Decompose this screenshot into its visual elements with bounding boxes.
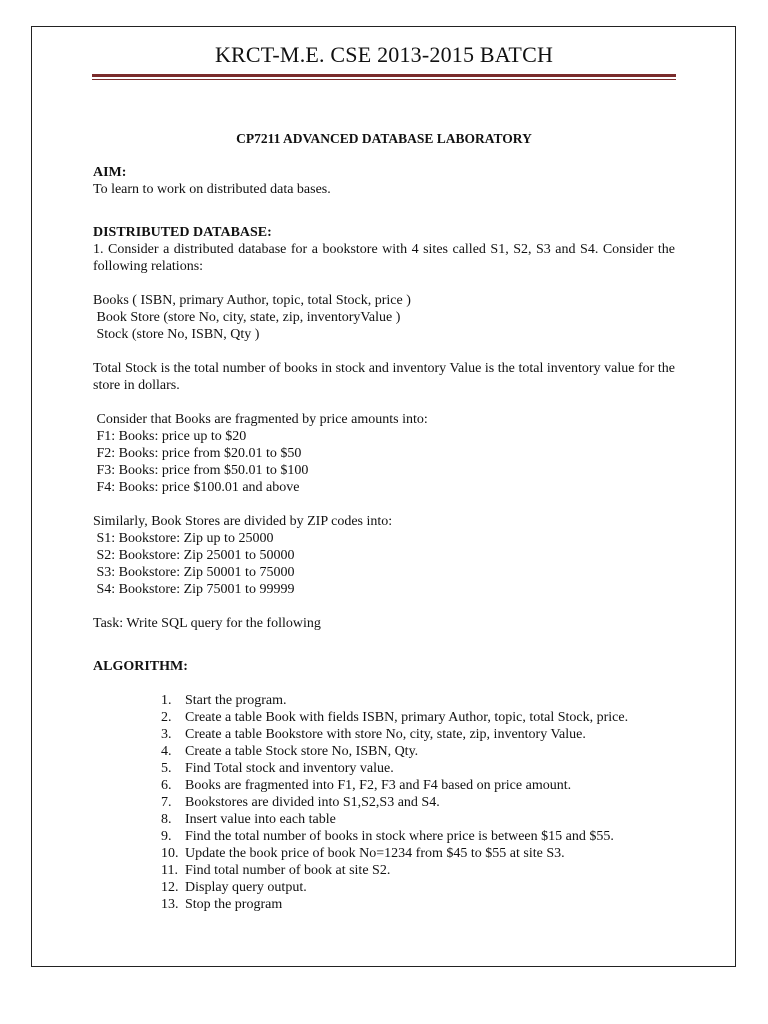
algorithm-step: 10. Update the book price of book No=1234 from $45 to $55 at site S3. xyxy=(161,846,565,861)
algorithm-step: 7. Bookstores are divided into S1,S2,S3 and S4. xyxy=(161,795,440,810)
relation-item: Stock (store No, ISBN, Qty ) xyxy=(93,327,260,342)
fragments-list xyxy=(93,428,675,496)
aim-heading: AIM: xyxy=(93,165,127,180)
task-text: Task: Write SQL query for the following xyxy=(93,616,321,631)
fragment-item: F1: Books: price up to $20 xyxy=(93,429,247,444)
algorithm-step: 9. Find the total number of books in stock where price is between $15 and $55. xyxy=(161,829,614,844)
algorithm-step: 11. Find total number of book at site S2. xyxy=(161,863,391,878)
fragment-item: F2: Books: price from $20.01 to $50 xyxy=(93,446,302,461)
algorithm-step: 12. Display query output. xyxy=(161,880,307,895)
document-body xyxy=(93,130,675,913)
distributed-heading: DISTRIBUTED DATABASE: xyxy=(93,225,272,240)
page-header-title: KRCT-M.E. CSE 2013-2015 BATCH xyxy=(214,42,554,67)
site-item: S4: Bookstore: Zip 75001 to 99999 xyxy=(93,582,295,597)
algorithm-heading: ALGORITHM: xyxy=(93,659,188,674)
site-item: S3: Bookstore: Zip 50001 to 75000 xyxy=(93,565,295,580)
relations-list xyxy=(93,292,675,343)
header-rule-thin xyxy=(92,79,676,80)
algorithm-steps xyxy=(93,692,675,913)
sites-list xyxy=(93,530,675,598)
total-stock-note: Total Stock is the total number of books in stock and inventory Value is the total inventory value for the store in dollars. xyxy=(93,361,675,393)
algorithm-step: 5. Find Total stock and inventory value. xyxy=(161,761,394,776)
algorithm-step: 4. Create a table Stock store No, ISBN, Qty. xyxy=(161,744,419,759)
lab-title: CP7211 ADVANCED DATABASE LABORATORY xyxy=(236,131,532,146)
fragment-item: F3: Books: price from $50.01 to $100 xyxy=(93,463,309,478)
site-item: S2: Bookstore: Zip 25001 to 50000 xyxy=(93,548,295,563)
algorithm-step: 8. Insert value into each table xyxy=(161,812,336,827)
algorithm-step: 2. Create a table Book with fields ISBN, primary Author, topic, total Stock, price. xyxy=(161,710,629,725)
distributed-intro: 1. Consider a distributed database for a bookstore with 4 sites called S1, S2, S3 and S4. Consider the following relations: xyxy=(93,242,675,274)
relation-item: Books ( ISBN, primary Author, topic, total Stock, price ) xyxy=(93,293,411,308)
header-rule-thick xyxy=(92,74,676,77)
site-item: S1: Bookstore: Zip up to 25000 xyxy=(93,531,274,546)
relation-item: Book Store (store No, city, state, zip, inventoryValue ) xyxy=(93,310,401,325)
fragment-item: F4: Books: price $100.01 and above xyxy=(93,480,300,495)
fragment-intro: Consider that Books are fragmented by price amounts into: xyxy=(93,412,428,427)
algorithm-step: 6. Books are fragmented into F1, F2, F3 and F4 based on price amount. xyxy=(161,778,572,793)
aim-text: To learn to work on distributed data bases. xyxy=(93,182,331,197)
algorithm-step: 13. Stop the program xyxy=(161,897,283,912)
zip-intro: Similarly, Book Stores are divided by ZIP codes into: xyxy=(93,514,393,529)
algorithm-step: 3. Create a table Bookstore with store No, city, state, zip, inventory Value. xyxy=(161,727,586,742)
algorithm-step: 1. Start the program. xyxy=(161,693,287,708)
